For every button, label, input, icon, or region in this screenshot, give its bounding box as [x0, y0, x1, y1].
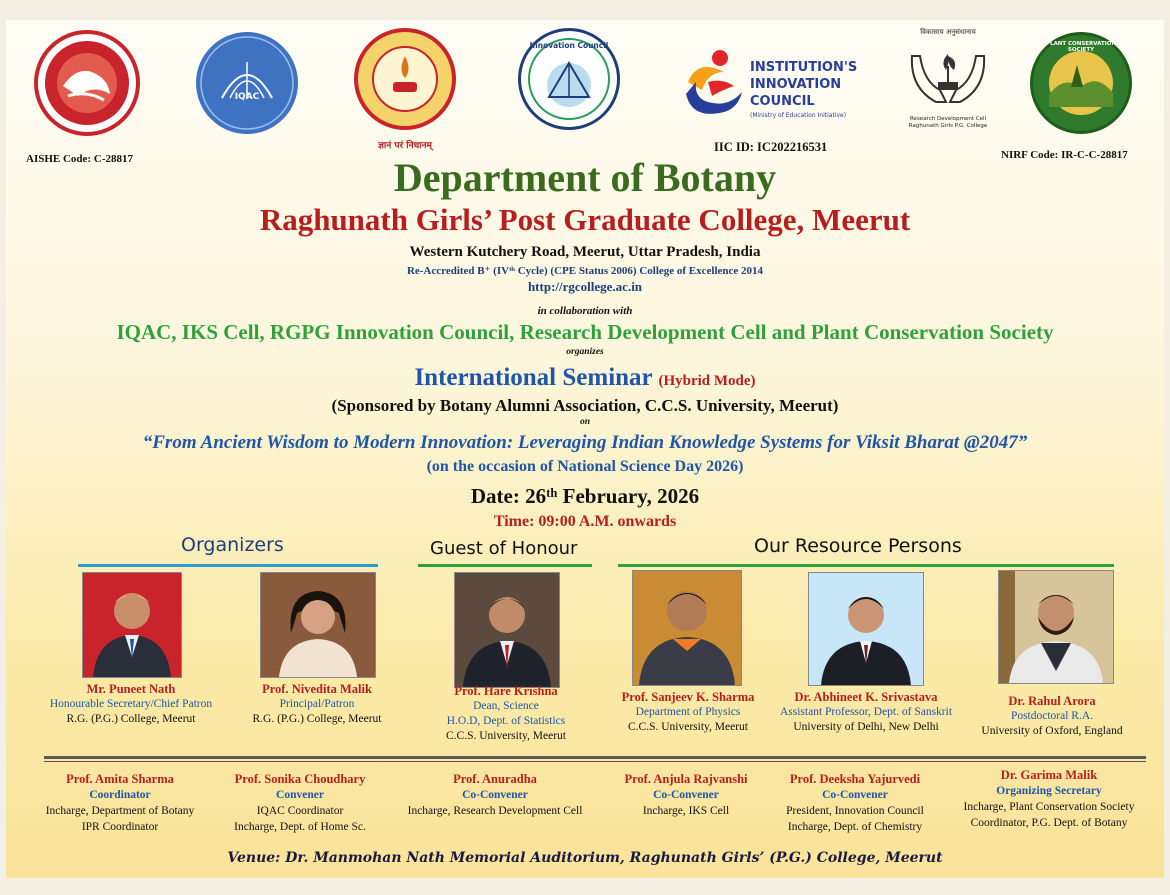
hands-plant-icon [906, 42, 990, 112]
member-name: Prof. Anuradha [453, 772, 537, 786]
department-title: Department of Botany [393, 155, 777, 200]
pcs-logo-text: PLANT CONSERVATION SOCIETY [1045, 41, 1117, 53]
member-name: Prof. Deeksha Yajurvedi [789, 772, 921, 786]
person-caption [588, 690, 788, 735]
collaboration-note: in collaboration with [537, 305, 633, 317]
seminar-poster [6, 20, 1164, 878]
member-role: Coordinator [89, 789, 151, 801]
photo-hare-krishna [454, 572, 560, 688]
committee-member [24, 771, 216, 835]
member-info: Incharge, Research Development Cell [407, 805, 583, 817]
innovation-logo-text: Innovation Council [529, 41, 609, 50]
photo-nivedita-malik [260, 572, 376, 678]
photo-puneet-nath [82, 572, 182, 678]
committee-member [762, 771, 948, 835]
rdc-logo [898, 26, 998, 142]
iic-logo [678, 42, 868, 122]
member-role: Co-Convener [822, 789, 888, 801]
iic-sub: (Ministry of Education Initiative) [750, 112, 847, 119]
member-role: Co-Convener [653, 789, 719, 801]
iks-lamp-icon [358, 32, 452, 126]
member-info: Incharge, IKS Cell [642, 805, 730, 817]
sponsor-note: (Sponsored by Botany Alumni Association, C.C.S. University, Meerut) [331, 396, 839, 415]
committee-member [942, 767, 1156, 831]
member-name: Dr. Garima Malik [1000, 768, 1098, 782]
person-designation: Principal/Patron [279, 698, 355, 710]
organizes-note: organizes [566, 347, 604, 357]
seminar-title: International Seminar [414, 364, 653, 391]
college-address: Western Kutchery Road, Meerut, Uttar Pradesh, India [409, 244, 761, 260]
person-caption [766, 690, 966, 735]
person-institution: R.G. (P.G.) College, Meerut [66, 713, 196, 725]
photo-rahul-arora [998, 570, 1114, 684]
section-divider [44, 756, 1146, 759]
person-designation: Dean, Science [473, 700, 539, 712]
person-designation: Honourable Secretary/Chief Patron [49, 698, 213, 710]
rdc-top-text: विकासाय अनुसंधानाय [920, 28, 976, 36]
event-time: Time: 09:00 A.M. onwards [493, 513, 677, 530]
member-info: IQAC Coordinator [256, 805, 344, 817]
iic-line2: INNOVATION [750, 77, 842, 92]
member-info: Incharge, Department of Botany [45, 805, 195, 817]
person-name: Dr. Abhineet K. Srivastava [794, 690, 938, 704]
member-role: Co-Convener [462, 789, 528, 801]
seminar-mode: (Hybrid Mode) [658, 373, 756, 389]
innovation-council-logo [518, 28, 620, 130]
member-name: Prof. Amita Sharma [66, 772, 174, 786]
person-portrait-icon [633, 571, 741, 685]
iqac-arch-icon [196, 32, 298, 134]
member-name: Prof. Anjula Rajvanshi [624, 772, 748, 786]
person-caption [26, 682, 236, 727]
section-divider-2 [44, 761, 1146, 762]
iks-cell-logo [354, 28, 456, 130]
person-name: Prof. Hare Krishna [454, 684, 558, 698]
iqac-logo-text: IQAC [234, 92, 260, 102]
organizers-heading: Organizers [181, 534, 284, 556]
on-note: on [579, 417, 591, 427]
guest-underline [418, 564, 592, 567]
partners-list: IQAC, IKS Cell, RGPG Innovation Council, Research Development Cell and Plant Conservation Society [116, 320, 1054, 344]
person-portrait-icon [999, 571, 1113, 683]
iic-swirl-icon [678, 42, 748, 122]
person-caption [952, 694, 1152, 739]
member-info-2: Coordinator, P.G. Dept. of Botany [970, 817, 1128, 829]
person-portrait-icon [455, 573, 559, 687]
hands-emblem-icon [38, 34, 136, 132]
member-role: Convener [276, 789, 324, 801]
person-name: Mr. Puneet Nath [86, 682, 176, 696]
member-info: President, Innovation Council [786, 805, 924, 817]
person-designation-2: H.O.D, Dept. of Statistics [446, 715, 566, 727]
seminar-heading [6, 364, 1164, 392]
member-role: Organizing Secretary [996, 785, 1102, 797]
person-designation: Department of Physics [635, 706, 741, 718]
college-emblem-logo [34, 30, 140, 136]
venue: Venue: Dr. Manmohan Nath Memorial Auditorium, Raghunath Girls’ (P.G.) College, Meerut [227, 850, 943, 866]
aishe-code: AISHE Code: C-28817 [26, 153, 133, 165]
person-name: Prof. Nivedita Malik [262, 682, 372, 696]
seminar-theme: “From Ancient Wisdom to Modern Innovation: Leveraging Indian Knowledge Systems for Viksit Bharat @2047” [142, 432, 1028, 453]
plant-conservation-society-logo [1030, 32, 1132, 134]
member-info-2: IPR Coordinator [81, 821, 159, 833]
member-info: Incharge, Plant Conservation Society [963, 801, 1135, 813]
person-designation: Assistant Professor, Dept. of Sanskrit [779, 706, 953, 718]
person-name: Dr. Rahul Arora [1008, 694, 1096, 708]
person-institution: University of Oxford, England [981, 725, 1123, 737]
occasion-note: (on the occasion of National Science Day 2026) [426, 458, 744, 475]
committee-member [204, 771, 396, 835]
member-info-2: Incharge, Dept. of Chemistry [787, 821, 923, 833]
website-link[interactable]: http://rgcollege.ac.in [527, 279, 643, 294]
organizers-underline [78, 564, 378, 567]
resource-underline [618, 564, 1114, 567]
event-date: Date: 26ᵗʰ February, 2026 [470, 484, 700, 508]
person-portrait-icon [83, 573, 181, 677]
person-caption [406, 684, 606, 744]
nirf-code: NIRF Code: IR-C-C-28817 [1001, 149, 1128, 161]
person-institution: University of Delhi, New Delhi [793, 721, 939, 733]
resource-heading: Our Resource Persons [754, 535, 962, 557]
person-caption [212, 682, 422, 727]
person-name: Prof. Sanjeev K. Sharma [621, 690, 755, 704]
person-designation: Postdoctoral R.A. [1010, 710, 1094, 722]
person-institution: C.C.S. University, Meerut [446, 730, 566, 742]
member-info-2: Incharge, Dept. of Home Sc. [234, 821, 366, 833]
committee-member [590, 771, 782, 819]
person-portrait-icon [261, 573, 375, 677]
college-name: Raghunath Girls’ Post Graduate College, Meerut [259, 202, 911, 237]
photo-abhineet-srivastava [808, 572, 924, 686]
iic-id: IIC ID: IC202216531 [714, 140, 828, 154]
iic-line3: COUNCIL [750, 94, 815, 109]
iic-line1: INSTITUTION'S [750, 60, 858, 75]
person-institution: C.C.S. University, Meerut [628, 721, 748, 733]
photo-sanjeev-sharma [632, 570, 742, 686]
person-institution: R.G. (P.G.) College, Meerut [252, 713, 382, 725]
rdc-bottom-text: Research Development Cell Raghunath Girls P.G. College [908, 116, 988, 129]
accreditation: Re-Accredited B⁺ (IVᵗʰ Cycle) (CPE Status 2006) College of Excellence 2014 [406, 265, 764, 277]
iqac-logo [196, 32, 298, 134]
iks-motto: ज्ञानं परं निधानम् [378, 141, 432, 151]
member-name: Prof. Sonika Choudhary [234, 772, 366, 786]
guest-heading: Guest of Honour [430, 538, 578, 559]
person-portrait-icon [809, 573, 923, 685]
committee-member [388, 771, 602, 819]
